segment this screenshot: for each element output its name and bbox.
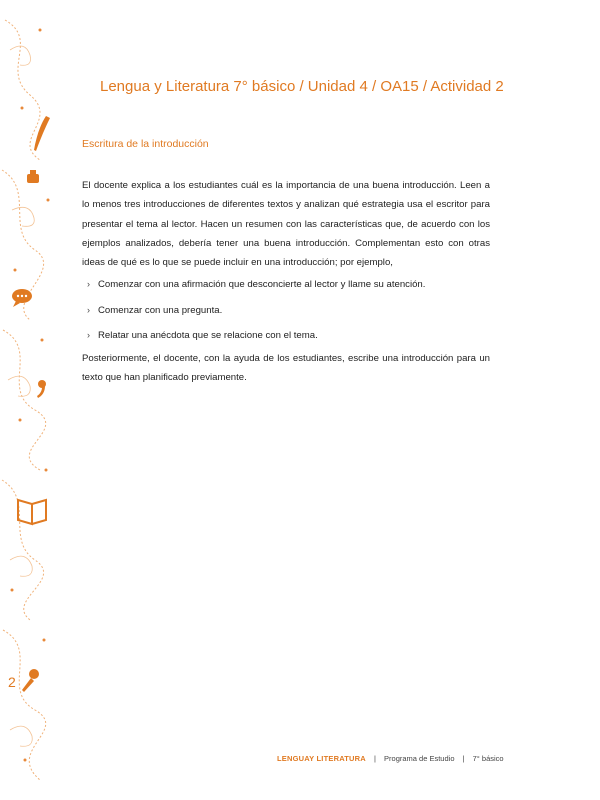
inkwell-icon xyxy=(27,170,39,183)
list-item xyxy=(82,323,490,349)
footer-program: Programa de Estudio xyxy=(384,754,455,763)
quill-icon xyxy=(34,116,50,151)
strategy-list xyxy=(82,272,490,349)
list-item-text: Comenzar con una afirmación que desconcierte al lector y llame su atención. xyxy=(98,279,426,291)
footer-separator: | xyxy=(373,754,376,763)
closing-paragraph: Posteriormente, el docente, con la ayuda de los estudiantes, escribe una introducción para un texto que han planificado previamente. xyxy=(82,352,490,384)
footer-subject: LENGUAY LITERATURA xyxy=(277,754,366,763)
list-item-text: Relatar una anécdota que se relacione con el tema. xyxy=(98,330,318,342)
page-number: 2 xyxy=(8,674,16,690)
microphone-icon xyxy=(22,669,39,692)
list-item-text: Comenzar con una pregunta. xyxy=(98,304,223,316)
page-title: Lengua y Literatura 7° básico / Unidad 4 / OA15 / Actividad 2 xyxy=(100,78,504,95)
comma-icon xyxy=(37,380,46,398)
footer-separator: | xyxy=(462,754,465,763)
book-icon xyxy=(18,500,46,524)
list-item xyxy=(82,298,490,324)
activity-body xyxy=(82,176,490,388)
footer-grade: 7° básico xyxy=(472,754,504,763)
chevron-right-icon: › xyxy=(87,304,90,315)
chevron-right-icon: › xyxy=(87,279,90,290)
intro-paragraph: El docente explica a los estudiantes cuál es la importancia de una buena introducción. Leen a lo menos tres introducciones de diferentes textos y analizan qué estrategia usa el escritor para presentar el tema al lector. Hacen un resumen con las características que, de acuerdo con los ejemplos analizados, debería tener una buena introducción. Complementan esto con otras ideas de qué es lo que se puede incluir en una introducción; por ejemplo, xyxy=(82,180,490,269)
speech-bubble-icon xyxy=(12,289,32,307)
page-footer xyxy=(277,754,504,763)
chevron-right-icon: › xyxy=(87,330,90,341)
section-heading: Escritura de la introducción xyxy=(82,138,209,150)
list-item xyxy=(82,272,490,298)
